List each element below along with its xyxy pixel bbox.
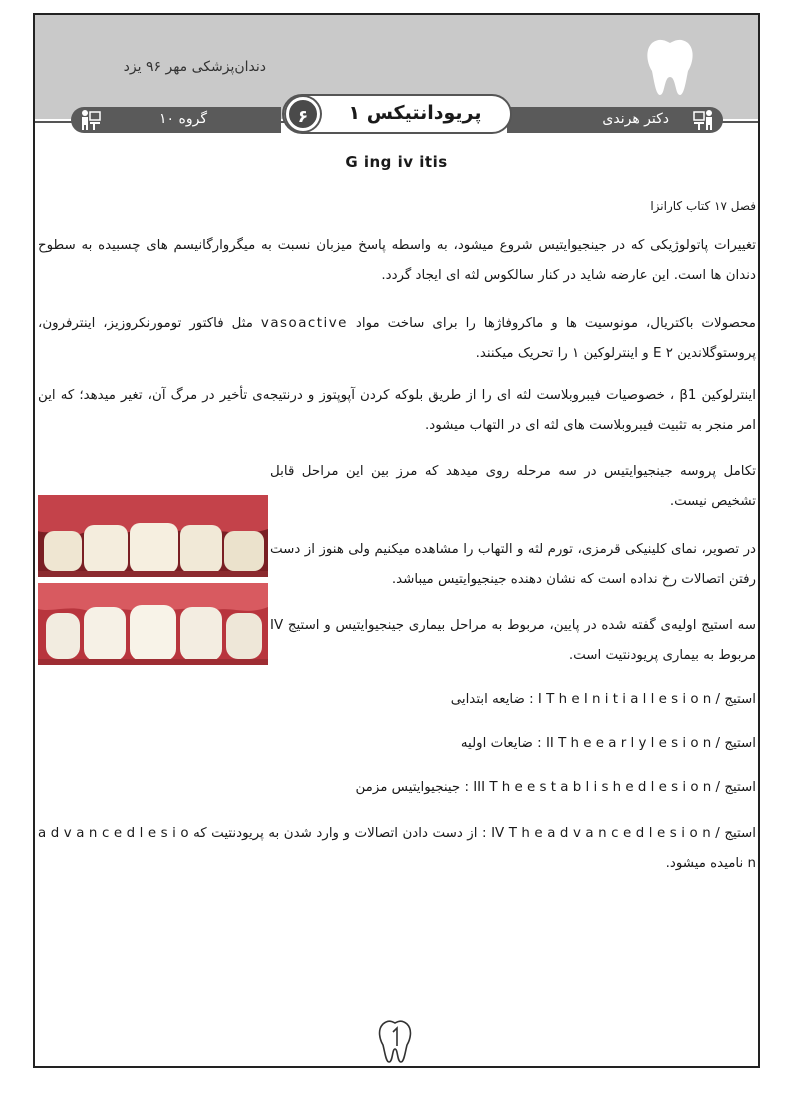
paragraph-3-text-b: ، خصوصیات فیبروبلاست لثه ای را از طریق بلوکه کردن آپوپتوز و درنتیجه‌ی تأخیر در مرگ آن، تغیر میدهد؛ که این امر منجر به تثبیت فیبروبلاست های لثه ای در التهاب میشود. (38, 388, 756, 433)
gingivitis-photo-lower (38, 583, 268, 665)
stage-english-name: T h e a d v a n c e d l e s i o n / (508, 826, 720, 841)
stage-suffix: نامیده میشود. (665, 856, 744, 871)
stage-prefix: استیج (724, 736, 756, 751)
page-frame (33, 13, 760, 1068)
paragraph-2 (38, 309, 756, 369)
letter-e: E (652, 346, 662, 361)
tooth-page-number-icon (375, 1018, 415, 1064)
group-label: گروه ۱۰ (159, 111, 207, 127)
beta-symbol: β1 (679, 388, 697, 403)
subject-heading: G ing iv itis (345, 153, 448, 171)
instructor-bar (507, 107, 723, 133)
session-number: ۶ (286, 97, 320, 131)
stage-numeral: III (473, 780, 486, 795)
stage-english-name: T h e e a r l y l e s i o n / (558, 736, 721, 751)
stage-numeral: IV (491, 826, 505, 841)
paragraph-2-text-b: مثل فاکتور تومورنکروزیز، اینترفرون، پروستوگلاندین (38, 316, 756, 361)
stage-numeral: II (545, 736, 554, 751)
stage-prefix: استیج (724, 826, 756, 841)
stage-persian-name: : از دست دادن اتصالات و وارد شدن به پریودنتیت که (193, 826, 487, 841)
chapter-reference: فصل ۱۷ کتاب کارانزا (650, 199, 756, 213)
paragraph-4: تکامل پروسه جینجیوایتیس در سه مرحله روی میدهد که مرز بین این مراحل قابل تشخیص نیست. (270, 464, 756, 509)
stage-english-name: T h e I n i t i a l l e s i o n / (546, 692, 721, 707)
instructor-name: دکتر هرندی (602, 111, 669, 127)
term-vasoactive: vasoactive (260, 316, 348, 331)
stage-numeral: I (537, 692, 542, 707)
stage-persian-name: : جینجیوایتیس مزمن (355, 780, 469, 795)
teacher-icon (79, 109, 101, 131)
paragraph-3 (38, 381, 756, 441)
stage-persian-name: : ضایعات اولیه (460, 736, 542, 751)
paragraph-3-text-a: اینترلوکین (701, 388, 757, 403)
paragraph-6 (270, 611, 756, 671)
stage-prefix: استیج (724, 780, 756, 795)
paragraph-6-text-b: مربوط به بیماری پریودنتیت است. (568, 648, 756, 663)
course-title: پریودانتیکس ۱ (348, 102, 482, 124)
stage-2 (461, 729, 756, 759)
paragraph-2-text-a: محصولات باکتریال، مونوسیت ها و ماکروفاژها را برای ساخت مواد (355, 316, 756, 331)
stage-english-name: T h e e s t a b l i s h e d l e s i o n / (489, 780, 721, 795)
stage-1 (451, 685, 756, 715)
paragraph-5: در تصویر، نمای کلینیکی قرمزی، تورم لثه و التهاب را مشاهده میکنیم ولی هنوز از دست رفتن اتصالات رخ نداده است که نشان دهنده جینجیوایتیس میباشد. (270, 542, 756, 587)
paragraph-6-text-a: سه استیج اولیه‌ی گفته شده در پایین، مربوط به مراحل بیماری جینجیوایتیس و استیج (287, 618, 756, 633)
paragraph-2-text-c: ۲ و اینترلوکین ۱ را تحریک میکنند. (475, 346, 673, 361)
gingivitis-photo-upper (38, 495, 268, 577)
group-bar (71, 107, 281, 133)
tooth-icon (642, 37, 698, 97)
university-title: دندان‌پزشکی مهر ۹۶ یزد (123, 59, 266, 75)
stage-4 (38, 819, 756, 879)
stage-iv-numeral: IV (270, 618, 284, 633)
paragraph-1: تغییرات پاتولوژیکی که در جینجیوایتیس شروع میشود، به واسطه پاسخ میزبان نسبت به میگروارگانیسم های چسبیده به سطوح دندان ها است. این عارضه شاید در کنار سالکوس لثه ای ایجاد گردد. (38, 238, 756, 283)
stage-3 (355, 773, 756, 803)
stage-prefix: استیج (724, 692, 756, 707)
term-advanced-lesion: a d v a n c e d l e s i o n (38, 826, 756, 871)
teacher-icon (693, 109, 715, 131)
stage-persian-name: : ضایعه ابتدایی (450, 692, 534, 707)
